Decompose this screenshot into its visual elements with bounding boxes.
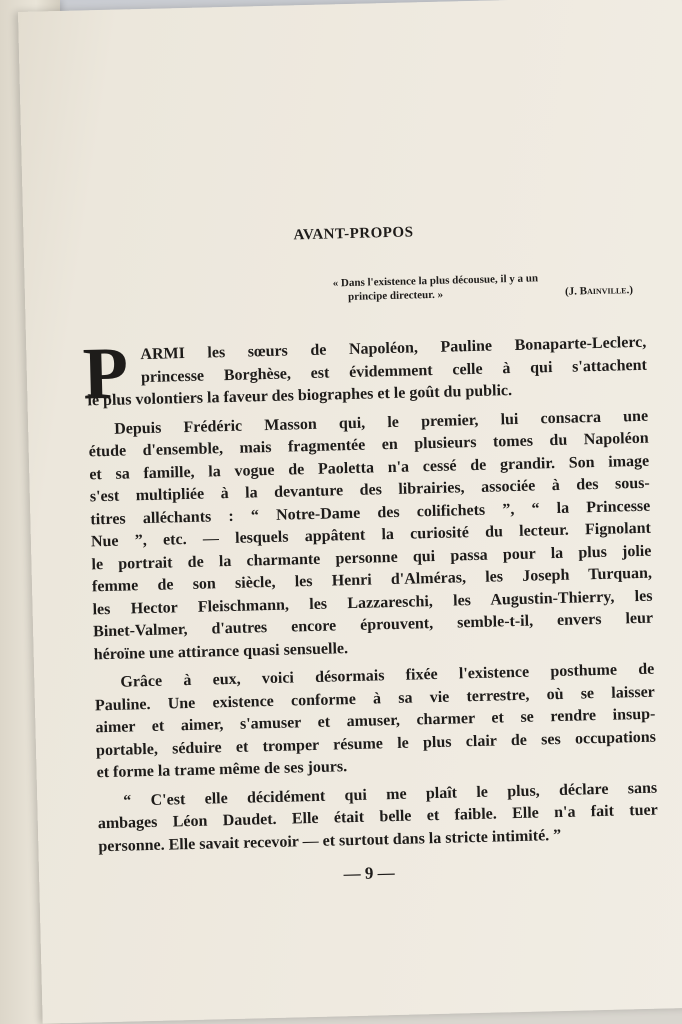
text-line: princesse Borghèse, est évidemment celle à qui s'attachent xyxy=(140,356,648,386)
text-line: étude d'ensemble, mais fragmentée en plusieurs tomes du Napoléon xyxy=(88,429,649,461)
drop-cap: P xyxy=(81,332,130,416)
paragraph-4 xyxy=(97,777,658,858)
book-page xyxy=(18,0,682,1024)
page-number: — 9 — xyxy=(343,863,395,884)
paragraph-2 xyxy=(88,405,654,666)
text-line: héroïne une attirance quasi sensuelle. xyxy=(93,639,349,663)
text-line: aimer et aimer, s'amuser et amuser, charmer et se rendre insup- xyxy=(95,705,656,737)
text-line: ambages Léon Daudet. Elle était belle et faible. Elle n'a fait tuer xyxy=(97,801,658,833)
text-line: Pauline. Une existence conforme à sa vie terrestre, où se laisser xyxy=(94,683,656,714)
epigraph-line-2: principe directeur. » xyxy=(347,288,444,304)
text-line: “ C'est elle décidément qui me plaît le plus, déclare sans xyxy=(123,779,658,810)
paragraph-3 xyxy=(94,659,657,785)
text-line: s'est multipliée à la devanture des librairies, associée à des sous- xyxy=(89,474,650,506)
chapter-heading: AVANT-PROPOS xyxy=(293,224,414,244)
text-line: les Hector Fleischmann, les Lazzareschi, les Augustin-Thierry, les xyxy=(92,587,653,618)
epigraph-attribution: (J. Bainville.) xyxy=(564,284,634,298)
text-line: ARMI les sœurs de Napoléon, Pauline Bonaparte-Leclerc, xyxy=(140,333,647,364)
text-line: titres alléchants : “ Notre-Dame des colifichets ”, “ la Princesse xyxy=(90,497,651,528)
paragraph-1 xyxy=(81,332,648,416)
text-line: le plus volontiers la faveur des biographes et le goût du public. xyxy=(87,382,513,410)
body-text xyxy=(81,332,659,865)
text-line: Grâce à eux, voici désormais fixée l'existence posthume de xyxy=(120,660,655,691)
text-line: personne. Elle savait recevoir — et surtout dans la stricte intimité. ” xyxy=(98,826,562,855)
text-line: et forme la trame même de ses jours. xyxy=(96,758,348,782)
text-line: portable, séduire et tromper résume le plus clair de ses occupations xyxy=(95,728,657,759)
text-line: Depuis Frédéric Masson qui, le premier, lui consacra une xyxy=(114,407,649,438)
text-line: et sa famille, la vogue de Paoletta n'a cessé de grandir. Son image xyxy=(89,452,650,483)
text-line: Nue ”, etc. — lesquels appâtent la curiosité du lecteur. Fignolant xyxy=(90,519,652,551)
epigraph xyxy=(333,269,634,304)
text-line: Binet-Valmer, d'autres encore éprouvent, semble-t-il, envers leur xyxy=(92,609,654,641)
text-line: le portrait de la charmante personne qui passa pour la plus jolie xyxy=(91,542,652,573)
text-line: femme de son siècle, les Henri d'Alméras, les Joseph Turquan, xyxy=(91,564,653,596)
epigraph-line-1: « Dans l'existence la plus décousue, il y a un xyxy=(332,272,539,290)
